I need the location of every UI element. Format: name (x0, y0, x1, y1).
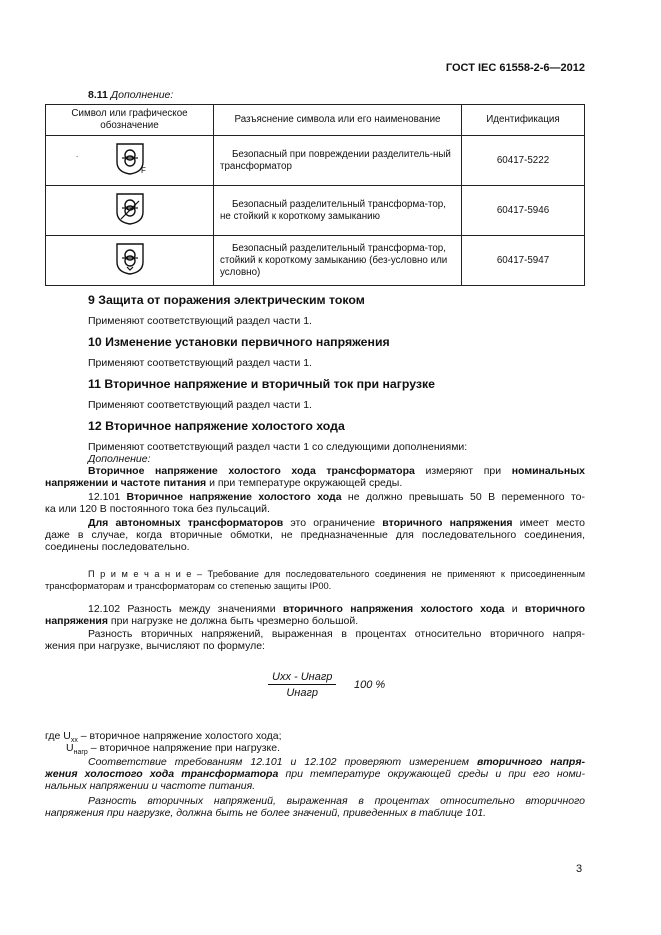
where-uxx: где $U_{xx}$ – вторичное напряжение холостого хода; (45, 730, 282, 745)
difference-requirement: Разность вторичных напряжений, выраженная в процентах относительно вторичного напряжения при нагрузке, должна быть не более значений, приведенных в таблице 101. (45, 795, 585, 820)
fail-safe-mark: F (141, 166, 146, 175)
explanation-cell: Безопасный при повреждении разделитель-ный трансформатор (214, 136, 462, 186)
identification-cell: 60417-5946 (462, 186, 585, 236)
addition-label: Дополнение: (88, 453, 151, 465)
section-11-title: 11 Вторичное напряжение и вторичный ток при нагрузке (88, 377, 436, 391)
section-12-title: 12 Вторичное напряжение холостого хода (88, 419, 345, 433)
section-10-text: Применяют соответствующий раздел части 1. (88, 357, 312, 369)
symbol-cell (46, 236, 214, 286)
identification-cell: 60417-5222 (462, 136, 585, 186)
fail-safe-transformer-symbol-icon (115, 142, 145, 176)
explanation-cell: Безопасный разделительный трансформа-тор, не стойкий к короткому замыканию (214, 186, 462, 236)
non-short-circuit-proof-transformer-symbol-icon (115, 192, 145, 226)
section-number: 8.11 (88, 89, 108, 101)
section-12-intro: Применяют соответствующий раздел части 1 со следующими дополнениями: (88, 441, 468, 453)
paragraph-12-101: 12.101 Вторичное напряжение холостого хода не должно превышать 50 В переменного то- ка или 120 В постоянного тока без пульсаций. (45, 491, 585, 516)
explanation-cell: Безопасный разделительный трансформа-тор, стойкий к короткому замыканию (без-условно или условно) (214, 236, 462, 286)
paragraph-autonomous: Для автономных трансформаторов это ограничение вторичного напряжения имеет место даже в случае, когда вторичные обмотки, не предназначенные для последовательного соединения, соединены последовательно. (45, 517, 585, 554)
formula-percent: 100 % (354, 679, 386, 691)
table-row (46, 186, 585, 236)
note: П р и м е ч а н и е – Требование для последовательного соединения не применяют к присоединенным трансформаторам и трансформаторам со степенью защиты IP00. (45, 569, 585, 592)
col-symbol-header: Символ или графическое обозначение (46, 105, 214, 136)
symbol-cell: . F (46, 136, 214, 186)
symbols-table (45, 104, 585, 286)
page-number: 3 (576, 863, 583, 875)
table-row (46, 236, 585, 286)
where-uload: $U_{нагр}$ – вторичное напряжение при нагрузке. (66, 742, 280, 757)
table-header-row (46, 105, 585, 136)
section-9-text: Применяют соответствующий раздел части 1. (88, 315, 312, 327)
short-circuit-proof-transformer-symbol-icon (115, 242, 145, 276)
compliance-check: Соответствие требованиям 12.101 и 12.102 проверяют измерением вторичного напря- жения холостого хода трансформатора при температуре окружающей среды и при его номи- нальных напряжении и частоте питания. (45, 756, 585, 793)
paragraph-12-102: 12.102 Разность между значениями вторичного напряжения холостого хода и вторичного напряжения при нагрузке не должна быть чрезмерно большой. (45, 603, 586, 628)
col-explanation-header: Разъяснение символа или его наименование (214, 105, 462, 136)
formula (268, 671, 336, 699)
col-identification-header: Идентификация (462, 105, 585, 136)
symbol-cell (46, 186, 214, 236)
paragraph-open-circuit-measure: Вторичное напряжение холостого хода трансформатора измеряют при номинальных напряжении и частоте питания и при температуре окружающей среды. (45, 465, 585, 490)
standard-header: ГОСТ IEC 61558-2-6—2012 (445, 62, 585, 74)
identification-cell: 60417-5947 (462, 236, 585, 286)
paragraph-formula-intro: Разность вторичных напряжений, выраженная в процентах относительно вторичного напря- жения при нагрузке, вычисляют по формуле: (45, 628, 585, 653)
table-row (46, 136, 585, 186)
section-9-title: 9 Защита от поражения электрическим током (88, 293, 365, 307)
section-11-text: Применяют соответствующий раздел части 1. (88, 399, 312, 411)
section-8-11-label (88, 89, 173, 101)
section-title: Дополнение: (110, 89, 174, 101)
formula-numerator: Uxx - Uнагр (268, 671, 336, 685)
section-10-title: 10 Изменение установки первичного напряжения (88, 335, 390, 349)
formula-denominator: Uнагр (286, 687, 319, 699)
